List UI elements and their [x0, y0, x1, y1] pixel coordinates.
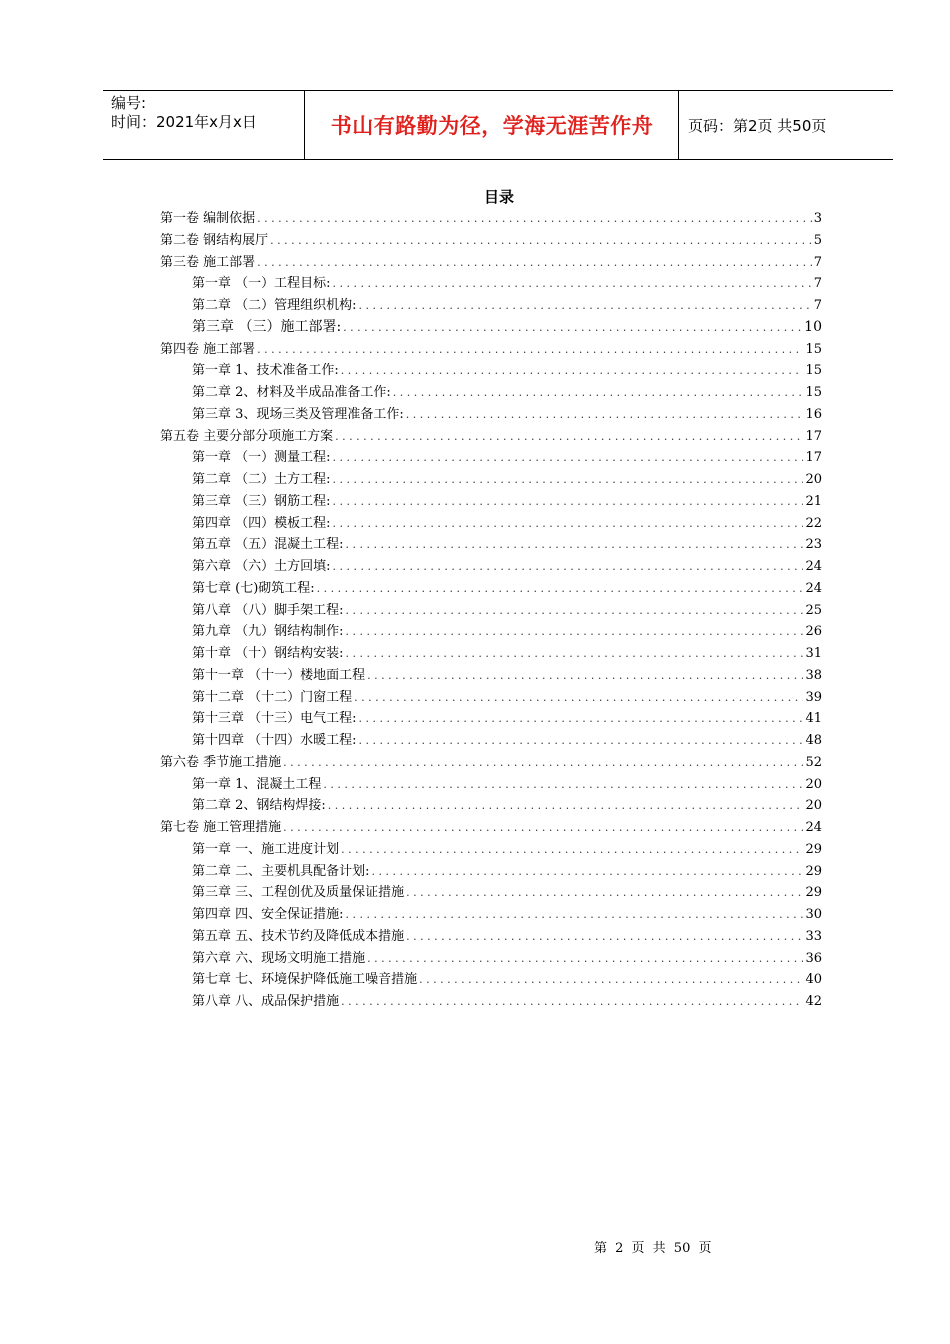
toc-leader-dots [333, 517, 804, 530]
toc-entry-label: 第五卷 主要分部分项施工方案 [160, 428, 334, 444]
toc-leader-dots [406, 930, 803, 943]
header-motto: 书山有路勤为径，学海无涯苦作舟 [330, 114, 654, 138]
toc-leader-dots [333, 495, 804, 508]
toc-entry-page: 25 [805, 602, 822, 618]
toc-entry[interactable] [160, 555, 822, 577]
toc-entry[interactable] [160, 947, 822, 969]
toc-entry-page: 15 [805, 363, 822, 379]
toc-entry-page: 7 [813, 298, 822, 313]
toc-leader-dots [346, 647, 804, 660]
toc-entry-page: 29 [805, 863, 822, 879]
toc-leader-dots [406, 886, 803, 899]
toc-entry-page: 7 [813, 276, 822, 292]
toc-entry[interactable] [160, 903, 822, 925]
toc-entry-label: 第七章 七、环境保护降低施工噪音措施 [192, 972, 418, 988]
number-label: 编号: [111, 94, 147, 112]
toc-entry-label: 第五章 五、技术节约及降低成本措施 [192, 928, 405, 944]
toc-entry-page: 22 [805, 515, 822, 531]
toc-entry-label: 第一章 一、施工进度计划 [192, 841, 340, 857]
toc-entry[interactable] [160, 294, 822, 316]
toc-entry[interactable] [160, 446, 822, 468]
toc-entry[interactable] [160, 490, 822, 512]
toc-entry-label: 第十章 （十）钢结构安装: [192, 646, 344, 661]
toc-leader-dots [343, 321, 802, 334]
toc-entry-page: 7 [813, 254, 822, 270]
toc-entry[interactable] [160, 533, 822, 555]
header-page-info: 页码：第2页 共50页 [688, 116, 827, 135]
toc-entry-page: 26 [805, 624, 822, 640]
toc-entry-label: 第四卷 施工部署 [160, 341, 256, 357]
toc-entry-page: 24 [805, 580, 822, 596]
toc-entry-label: 第八章 （八）脚手架工程: [192, 602, 344, 618]
toc-leader-dots [346, 604, 804, 617]
toc-leader-dots [335, 430, 803, 443]
header-divider [678, 91, 679, 159]
toc-entry[interactable] [160, 229, 822, 251]
toc-entry-label: 第二章 2、钢结构焊接: [192, 798, 326, 814]
toc-entry[interactable] [160, 425, 822, 447]
toc-entry[interactable] [160, 664, 822, 686]
toc-leader-dots [283, 756, 803, 769]
toc-entry-label: 第三章 3、现场三类及管理准备工作: [192, 406, 404, 422]
toc-entry-page: 10 [804, 318, 822, 335]
toc-entry[interactable] [160, 403, 822, 425]
toc-entry-page: 38 [805, 667, 822, 683]
toc-entry-label: 第二章 2、材料及半成品准备工作: [192, 385, 391, 400]
toc-entry-page: 20 [805, 776, 822, 792]
toc-entry-label: 第一章 1、混凝土工程 [192, 776, 322, 792]
toc-title: 目录 [483, 188, 514, 206]
toc-entry-page: 41 [805, 711, 822, 727]
toc-entry[interactable] [160, 881, 822, 903]
toc-entry-page: 21 [805, 493, 822, 509]
header-meta [111, 94, 257, 132]
toc-entry-page: 42 [805, 994, 822, 1009]
toc-entry-label: 第四章 （四）模板工程: [192, 515, 331, 531]
toc-entry-label: 第三章 三、工程创优及质量保证措施 [192, 885, 405, 901]
toc-entry-page: 17 [805, 450, 822, 466]
toc-entry-page: 5 [813, 232, 822, 248]
toc-leader-dots [328, 799, 804, 812]
toc-entry-page: 39 [805, 689, 822, 705]
page-footer: 第 2 页 共 50 页 [594, 1241, 712, 1256]
toc-entry-label: 第二章 （二）土方工程: [192, 472, 331, 487]
toc-entry-label: 第八章 八、成品保护措施 [192, 994, 340, 1009]
toc-leader-dots [333, 451, 804, 464]
toc-leader-dots [367, 952, 803, 965]
toc-entry-label: 第二章 （二）管理组织机构: [192, 298, 357, 313]
toc-leader-dots [333, 277, 812, 290]
toc-entry-label: 第九章 （九）钢结构制作: [192, 624, 344, 640]
toc-entry-label: 第二章 二、主要机具配备计划: [192, 863, 370, 879]
toc-entry-page: 30 [805, 907, 822, 922]
toc-entry[interactable] [160, 642, 822, 664]
toc-entry-page: 36 [805, 950, 822, 966]
toc-entry-page: 29 [805, 841, 822, 857]
toc-entry[interactable] [160, 207, 822, 229]
toc-leader-dots [419, 973, 803, 986]
toc-entry-page: 20 [805, 798, 822, 814]
toc-entry[interactable] [160, 272, 822, 294]
toc-leader-dots [257, 343, 803, 356]
toc-leader-dots [341, 995, 803, 1008]
toc-entry[interactable] [160, 990, 822, 1012]
toc-entry-page: 15 [805, 385, 822, 400]
toc-entry-label: 第六章 （六）土方回填: [192, 559, 331, 574]
toc-entry-label: 第六卷 季节施工措施 [160, 754, 282, 770]
toc-entry-page: 33 [805, 928, 822, 944]
toc-leader-dots [346, 538, 804, 551]
toc-entry-label: 第十一章 （十一）楼地面工程 [192, 667, 366, 683]
toc-entry-page: 24 [805, 820, 822, 835]
toc-entry-page: 40 [805, 972, 822, 988]
toc-entry-label: 第十四章 （十四）水暖工程: [192, 733, 357, 748]
toc-entry-label: 第四章 四、安全保证措施: [192, 907, 344, 922]
toc-entry-label: 第十三章 （十三）电气工程: [192, 711, 357, 727]
toc-entry[interactable] [160, 773, 822, 795]
toc-entry[interactable] [160, 860, 822, 882]
toc-entry-label: 第七卷 施工管理措施 [160, 820, 282, 835]
toc-entry-label: 第三章 （三）施工部署: [192, 318, 342, 335]
toc-entry-page: 16 [805, 406, 822, 422]
toc-entry[interactable] [160, 729, 822, 751]
toc-leader-dots [372, 865, 804, 878]
time-label: 时间：2021年x月x日 [111, 113, 257, 131]
toc-entry-label: 第一章 （一）测量工程: [192, 450, 331, 466]
toc-leader-dots [317, 582, 804, 595]
toc-entry-label: 第三章 （三）钢筋工程: [192, 493, 331, 509]
toc-leader-dots [359, 299, 812, 312]
toc-leader-dots [367, 669, 803, 682]
toc-entry-label: 第一章 1、技术准备工作: [192, 363, 339, 379]
toc-entry-label: 第一章 （一）工程目标: [192, 276, 331, 292]
toc-entry-page: 29 [805, 885, 822, 901]
toc-entry[interactable] [160, 338, 822, 360]
toc-entry[interactable] [160, 686, 822, 708]
toc-entry-page: 48 [805, 733, 822, 748]
toc-entry[interactable] [160, 468, 822, 490]
toc-leader-dots [346, 625, 804, 638]
toc-entry[interactable] [160, 707, 822, 729]
toc-entry[interactable] [160, 794, 822, 816]
toc-leader-dots [270, 234, 812, 247]
toc-entry-page: 15 [805, 341, 822, 357]
toc-entry-label: 第三卷 施工部署 [160, 254, 256, 270]
toc-entry[interactable] [160, 512, 822, 534]
toc-entry-page: 3 [813, 211, 822, 226]
toc-leader-dots [257, 256, 812, 269]
toc-entry[interactable] [160, 599, 822, 621]
table-of-contents [160, 207, 822, 1012]
toc-entry[interactable] [160, 620, 822, 642]
toc-entry-label: 第七章 (七)砌筑工程: [192, 580, 315, 596]
toc-entry[interactable] [160, 251, 822, 273]
toc-entry-page: 20 [805, 472, 822, 487]
toc-entry[interactable] [160, 577, 822, 599]
toc-entry-page: 24 [805, 559, 822, 574]
toc-leader-dots [354, 691, 803, 704]
toc-entry[interactable] [160, 838, 822, 860]
toc-leader-dots [359, 712, 804, 725]
toc-entry-page: 52 [805, 754, 822, 770]
toc-leader-dots [393, 386, 804, 399]
toc-entry[interactable] [160, 359, 822, 381]
toc-leader-dots [333, 473, 804, 486]
toc-leader-dots [346, 908, 804, 921]
toc-leader-dots [406, 408, 804, 421]
document-header [103, 90, 893, 160]
toc-entry[interactable] [160, 751, 822, 773]
toc-leader-dots [341, 364, 804, 377]
toc-leader-dots [341, 843, 803, 856]
toc-leader-dots [257, 212, 812, 225]
toc-entry[interactable] [160, 925, 822, 947]
toc-leader-dots [333, 560, 804, 573]
toc-entry-label: 第五章 （五）混凝土工程: [192, 537, 344, 553]
toc-entry[interactable] [160, 381, 822, 403]
toc-leader-dots [283, 821, 803, 834]
toc-entry-label: 第六章 六、现场文明施工措施 [192, 950, 366, 966]
toc-entry-page: 17 [805, 428, 822, 444]
toc-entry-label: 第十二章 （十二）门窗工程 [192, 689, 353, 705]
toc-entry-label: 第二卷 钢结构展厅 [160, 232, 269, 248]
toc-leader-dots [359, 734, 804, 747]
toc-leader-dots [323, 778, 803, 791]
toc-entry[interactable] [160, 968, 822, 990]
toc-entry-page: 31 [805, 646, 822, 661]
toc-entry-label: 第一卷 编制依据 [160, 211, 256, 226]
toc-entry[interactable] [160, 316, 822, 338]
toc-entry[interactable] [160, 816, 822, 838]
toc-entry-page: 23 [805, 537, 822, 553]
